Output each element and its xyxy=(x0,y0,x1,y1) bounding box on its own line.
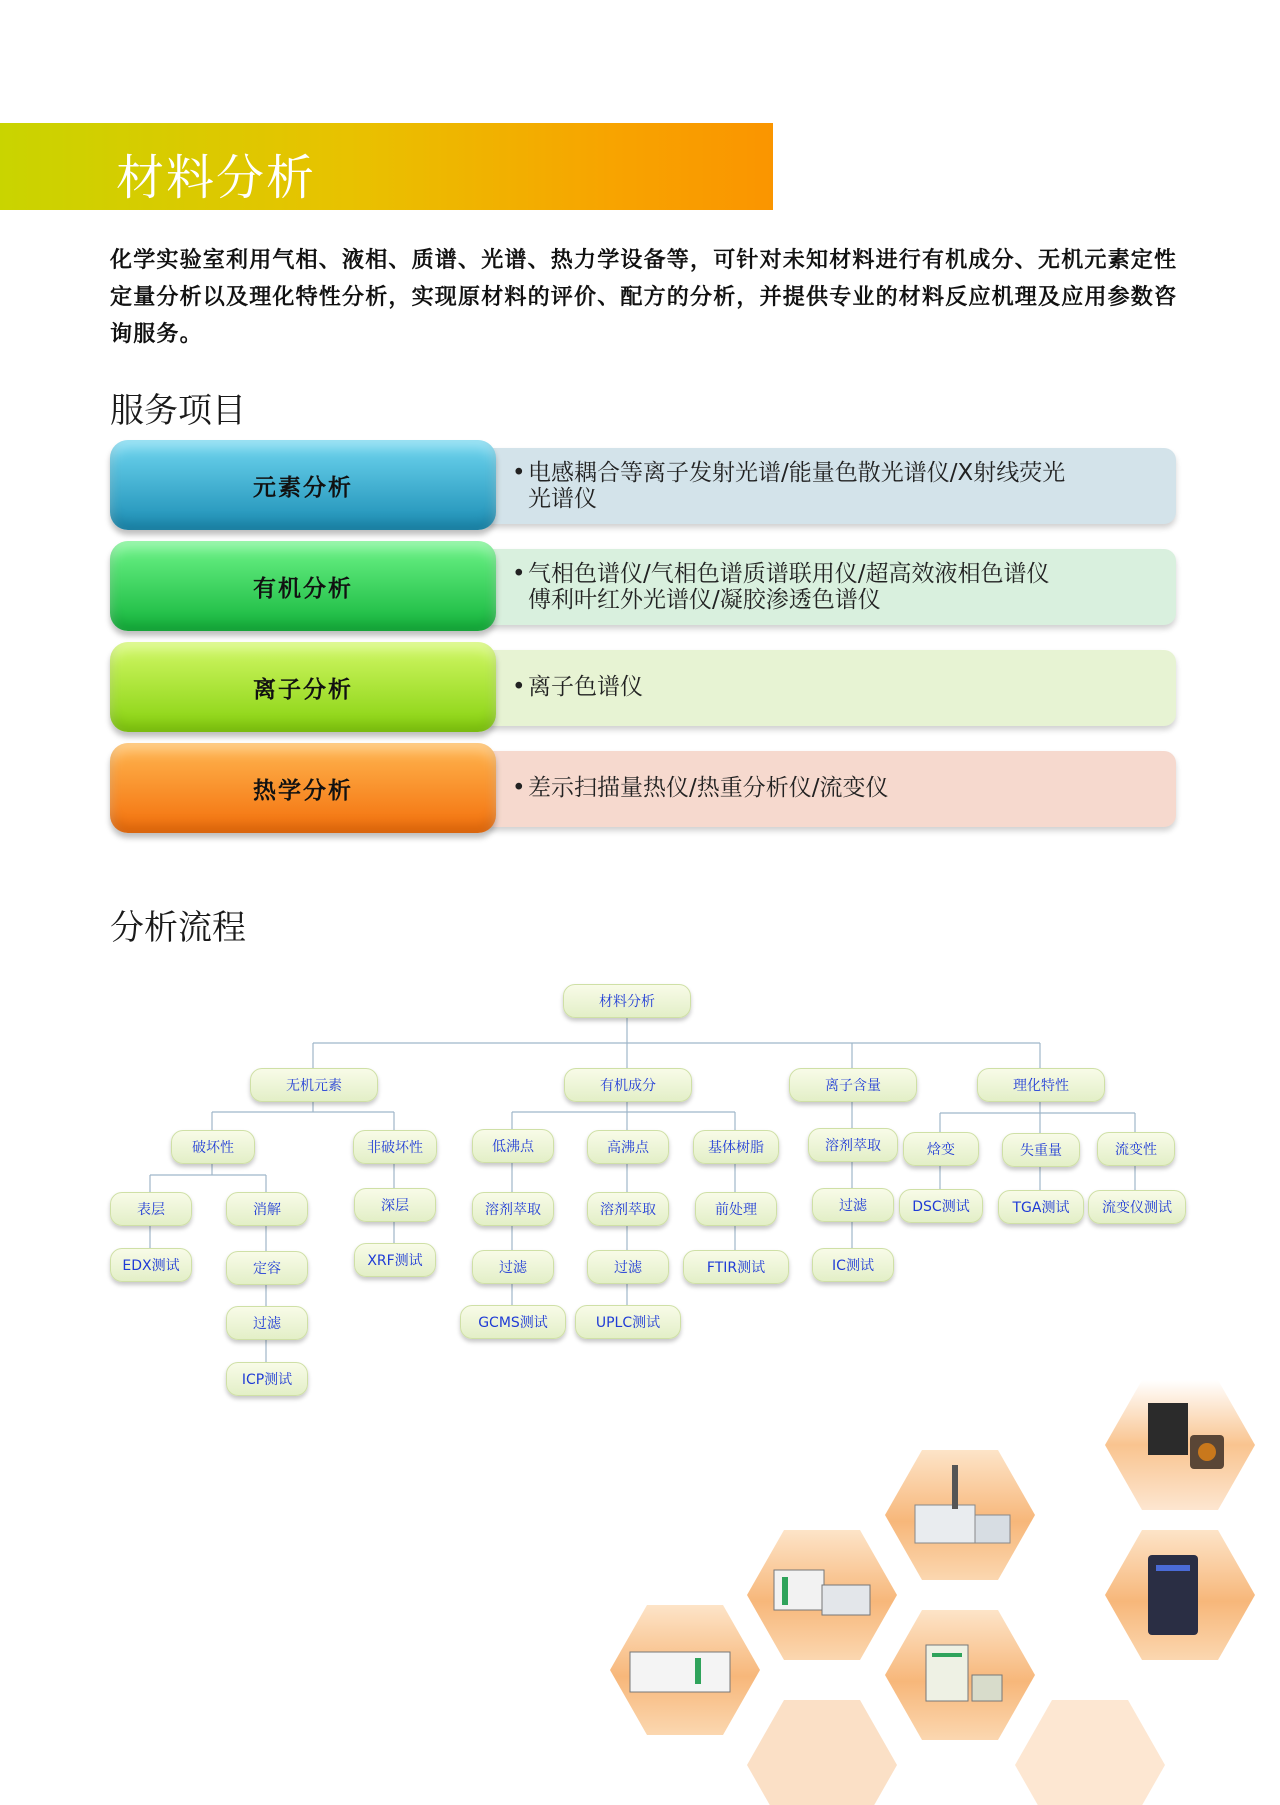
flow-node: ICP测试 xyxy=(226,1362,308,1396)
hexagon-3 xyxy=(1105,1530,1255,1660)
flow-node: 流变仪测试 xyxy=(1088,1190,1186,1224)
service-desc-box xyxy=(482,650,1176,726)
flow-node-organic: 有机成分 xyxy=(564,1068,692,1102)
service-row-organic xyxy=(110,541,1190,631)
flow-node: GCMS测试 xyxy=(460,1305,566,1339)
hexagon-5 xyxy=(610,1605,760,1735)
service-desc-line: 电感耦合等离子发射光谱/能量色散光谱仪/X射线荧光 xyxy=(528,460,1066,486)
hexagon-7 xyxy=(747,1700,897,1805)
service-label: 元素分析 xyxy=(110,440,496,530)
flow-node: FTIR测试 xyxy=(683,1250,789,1284)
bullet-icon: • xyxy=(512,561,526,587)
flow-node: IC测试 xyxy=(812,1248,894,1282)
intro-paragraph: 化学实验室利用气相、液相、质谱、光谱、热力学设备等，可针对未知材料进行有机成分、无机元素定性定量分析以及理化特性分析，实现原材料的评价、配方的分析，并提供专业的材料反应机理及应用参数咨询服务。 xyxy=(110,247,1178,347)
service-desc-line: 差示扫描量热仪/热重分析仪/流变仪 xyxy=(528,775,889,801)
title-banner xyxy=(0,123,773,210)
service-desc xyxy=(512,561,1128,613)
hexagon-6 xyxy=(885,1610,1035,1740)
bullet-icon: • xyxy=(512,460,526,486)
flow-node: 失重量 xyxy=(1002,1133,1080,1167)
service-desc-box xyxy=(482,448,1176,524)
flow-node: 表层 xyxy=(110,1192,192,1226)
flow-node: TGA测试 xyxy=(998,1190,1084,1224)
flow-node-physical: 理化特性 xyxy=(977,1068,1105,1102)
flow-node: 焓变 xyxy=(903,1132,979,1166)
page-title: 材料分析 xyxy=(116,150,317,206)
service-desc xyxy=(512,460,1128,512)
services-heading: 服务项目 xyxy=(110,391,246,431)
flow-node: 消解 xyxy=(226,1192,308,1226)
bullet-icon: • xyxy=(512,775,526,801)
flow-heading: 分析流程 xyxy=(110,908,246,948)
flow-node: XRF测试 xyxy=(354,1243,436,1277)
service-desc-line: 气相色谱仪/气相色谱质谱联用仪/超高效液相色谱仪 xyxy=(528,561,1050,587)
flow-node-ion: 离子含量 xyxy=(789,1068,917,1102)
hexagon-2 xyxy=(885,1450,1035,1580)
service-desc-line: 离子色谱仪 xyxy=(528,674,643,700)
flow-node-inorganic: 无机元素 xyxy=(250,1068,378,1102)
flow-node: 流变性 xyxy=(1097,1132,1175,1166)
flow-node: 过滤 xyxy=(812,1188,894,1222)
flow-node: 深层 xyxy=(354,1188,436,1222)
service-label: 离子分析 xyxy=(110,642,496,732)
flow-node: 过滤 xyxy=(226,1306,308,1340)
service-label: 热学分析 xyxy=(110,743,496,833)
service-desc-box xyxy=(482,751,1176,827)
service-row-ion xyxy=(110,642,1190,732)
flow-node: 定容 xyxy=(226,1251,308,1285)
flow-node: 溶剂萃取 xyxy=(472,1192,554,1226)
flow-node: 低沸点 xyxy=(472,1129,554,1163)
service-desc-line: 傅利叶红外光谱仪/凝胶渗透色谱仪 xyxy=(528,587,881,613)
flow-node: DSC测试 xyxy=(899,1189,983,1223)
flow-node: 前处理 xyxy=(695,1192,777,1226)
service-label: 有机分析 xyxy=(110,541,496,631)
flow-node: 溶剂萃取 xyxy=(587,1192,669,1226)
service-desc-box xyxy=(482,549,1176,625)
flow-node: 非破坏性 xyxy=(353,1130,437,1164)
service-desc xyxy=(512,775,1128,801)
flow-node: EDX测试 xyxy=(110,1248,192,1282)
flow-node: 过滤 xyxy=(587,1250,669,1284)
flow-node-root: 材料分析 xyxy=(563,984,691,1018)
hexagon-8 xyxy=(1015,1700,1165,1805)
flow-node: UPLC测试 xyxy=(575,1305,681,1339)
flow-node: 基体树脂 xyxy=(693,1130,779,1164)
hexagon-1 xyxy=(1105,1380,1255,1510)
service-row-element xyxy=(110,440,1190,530)
service-desc xyxy=(512,674,1128,700)
flow-node: 溶剂萃取 xyxy=(808,1128,898,1162)
hexagon-4 xyxy=(747,1530,897,1660)
flow-node: 过滤 xyxy=(472,1250,554,1284)
flow-node: 高沸点 xyxy=(587,1130,669,1164)
flow-node: 破坏性 xyxy=(171,1130,255,1164)
bullet-icon: • xyxy=(512,674,526,700)
service-desc-line: 光谱仪 xyxy=(528,486,597,512)
service-row-thermal xyxy=(110,743,1190,833)
instrument-hexagon-collage xyxy=(560,1370,1280,1805)
